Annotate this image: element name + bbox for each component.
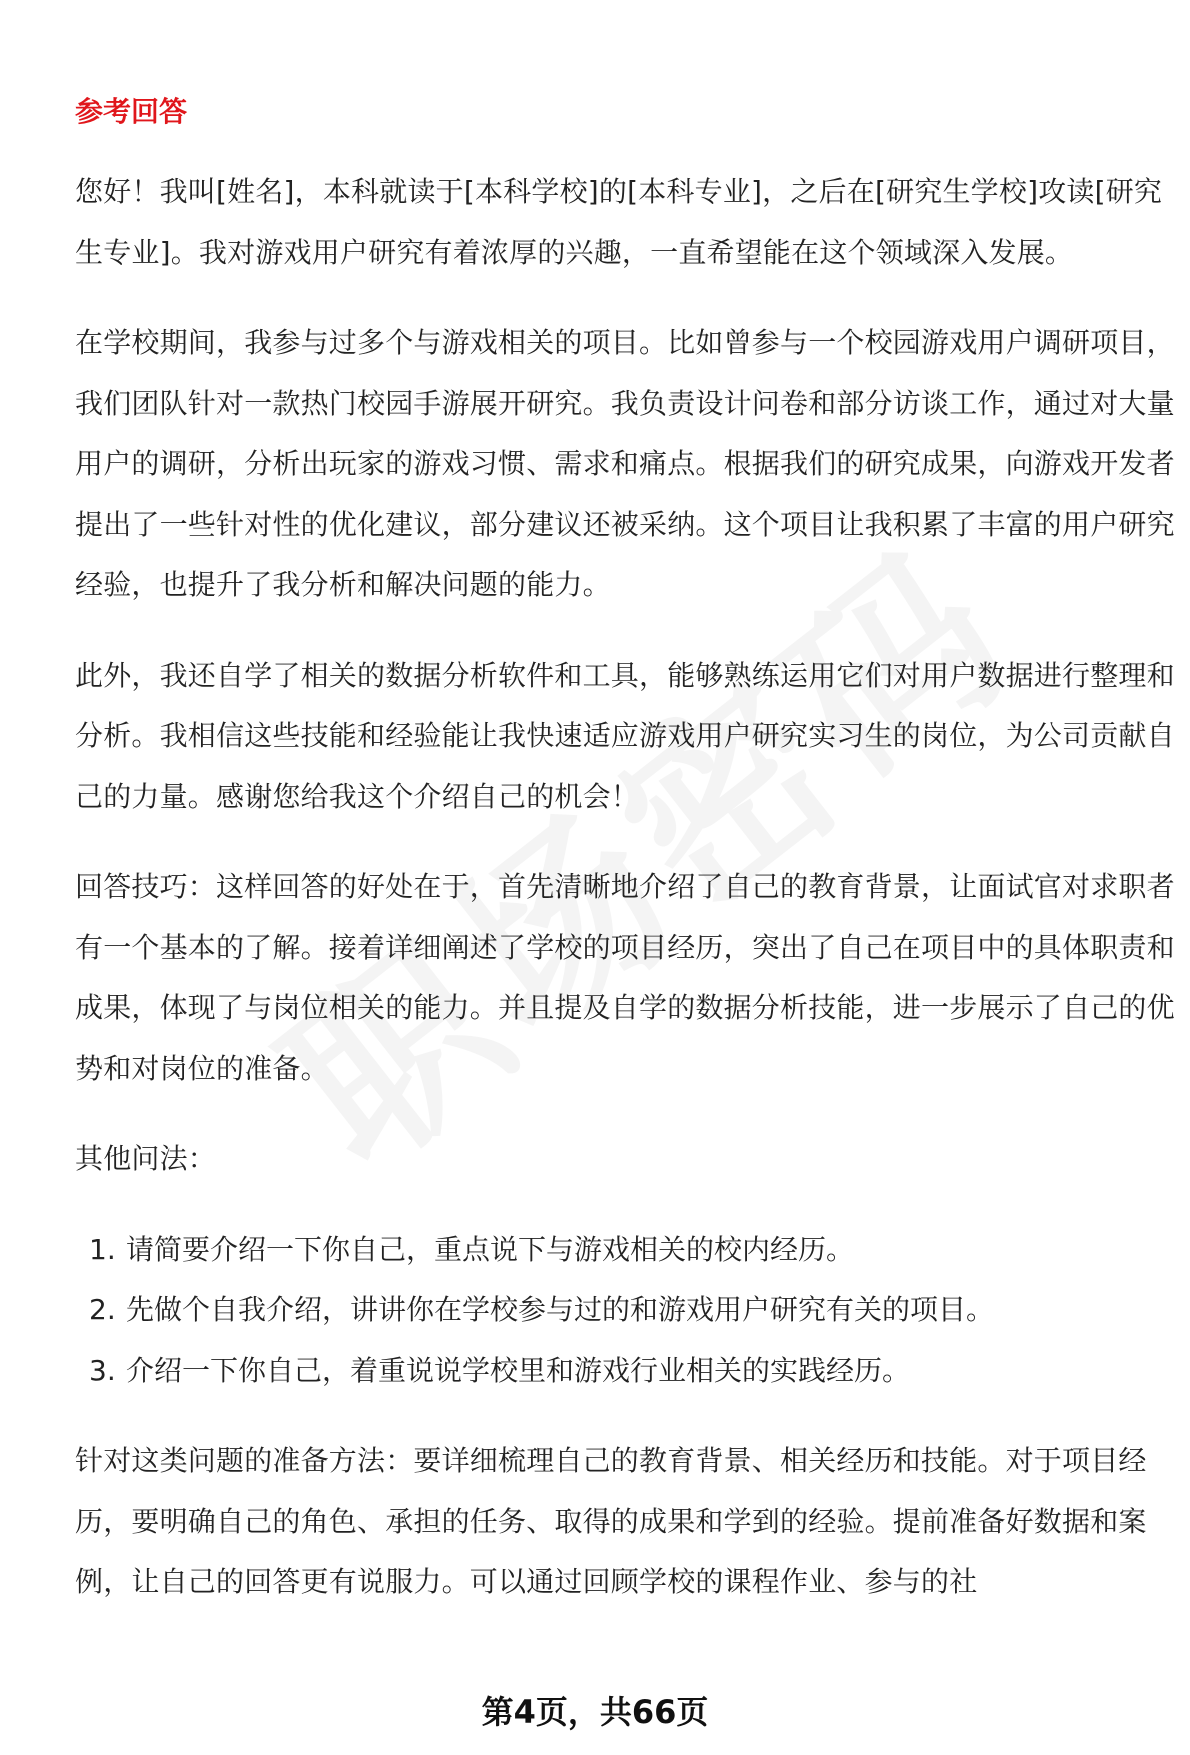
page-number-footer: 第4页，共66页: [481, 1693, 709, 1731]
other-questions-label: 其他问法：: [75, 1142, 217, 1175]
list-item: [75, 1220, 1175, 1281]
preparation-paragraph: 针对这类问题的准备方法：要详细梳理自己的教育背景、相关经历和技能。对于项目经历，要明确自己的角色、承担的任务、取得的成果和学到的经验。提前准备好数据和案例，让自己的回答更有说服力。可以通过回顾学校的课程作业、参与的社: [75, 1444, 1147, 1598]
answer-tips-paragraph: 回答技巧：这样回答的好处在于，首先清晰地介绍了自己的教育背景，让面试官对求职者有一个基本的了解。接着详细阐述了学校的项目经历，突出了自己在项目中的具体职责和成果，体现了与岗位相关的能力。并且提及自学的数据分析技能，进一步展示了自己的优势和对岗位的准备。: [75, 870, 1175, 1085]
intro-paragraph: 您好！我叫[姓名]，本科就读于[本科学校]的[本科专业]，之后在[研究生学校]攻读[研究生专业]。我对游戏用户研究有着浓厚的兴趣，一直希望能在这个领域深入发展。: [75, 175, 1163, 269]
project-paragraph: 在学校期间，我参与过多个与游戏相关的项目。比如曾参与一个校园游戏用户调研项目，我们团队针对一款热门校园手游展开研究。我负责设计问卷和部分访谈工作，通过对大量用户的调研，分析出玩家的游戏习惯、需求和痛点。根据我们的研究成果，向游戏开发者提出了一些针对性的优化建议，部分建议还被采纳。这个项目让我积累了丰富的用户研究经验，也提升了我分析和解决问题的能力。: [75, 326, 1175, 601]
list-item-text: 请简要介绍一下你自己，重点说下与游戏相关的校内经历。: [126, 1232, 855, 1266]
list-item: [75, 1341, 1175, 1402]
list-item-number: 3.: [89, 1353, 116, 1387]
list-item: [75, 1280, 1175, 1341]
document-body: [75, 92, 1175, 1643]
list-item-text: 介绍一下你自己，着重说说学校里和游戏行业相关的实践经历。: [126, 1353, 911, 1387]
list-item-text: 先做个自我介绍，讲讲你在学校参与过的和游戏用户研究有关的项目。: [126, 1293, 995, 1326]
other-questions-list: [75, 1220, 1175, 1402]
list-item-number: 1.: [89, 1232, 116, 1266]
list-item-number: 2.: [89, 1293, 116, 1326]
section-heading: 参考回答: [75, 95, 188, 128]
skills-paragraph: 此外，我还自学了相关的数据分析软件和工具，能够熟练运用它们对用户数据进行整理和分析。我相信这些技能和经验能让我快速适应游戏用户研究实习生的岗位，为公司贡献自己的力量。感谢您给我这个介绍自己的机会！: [75, 658, 1175, 813]
